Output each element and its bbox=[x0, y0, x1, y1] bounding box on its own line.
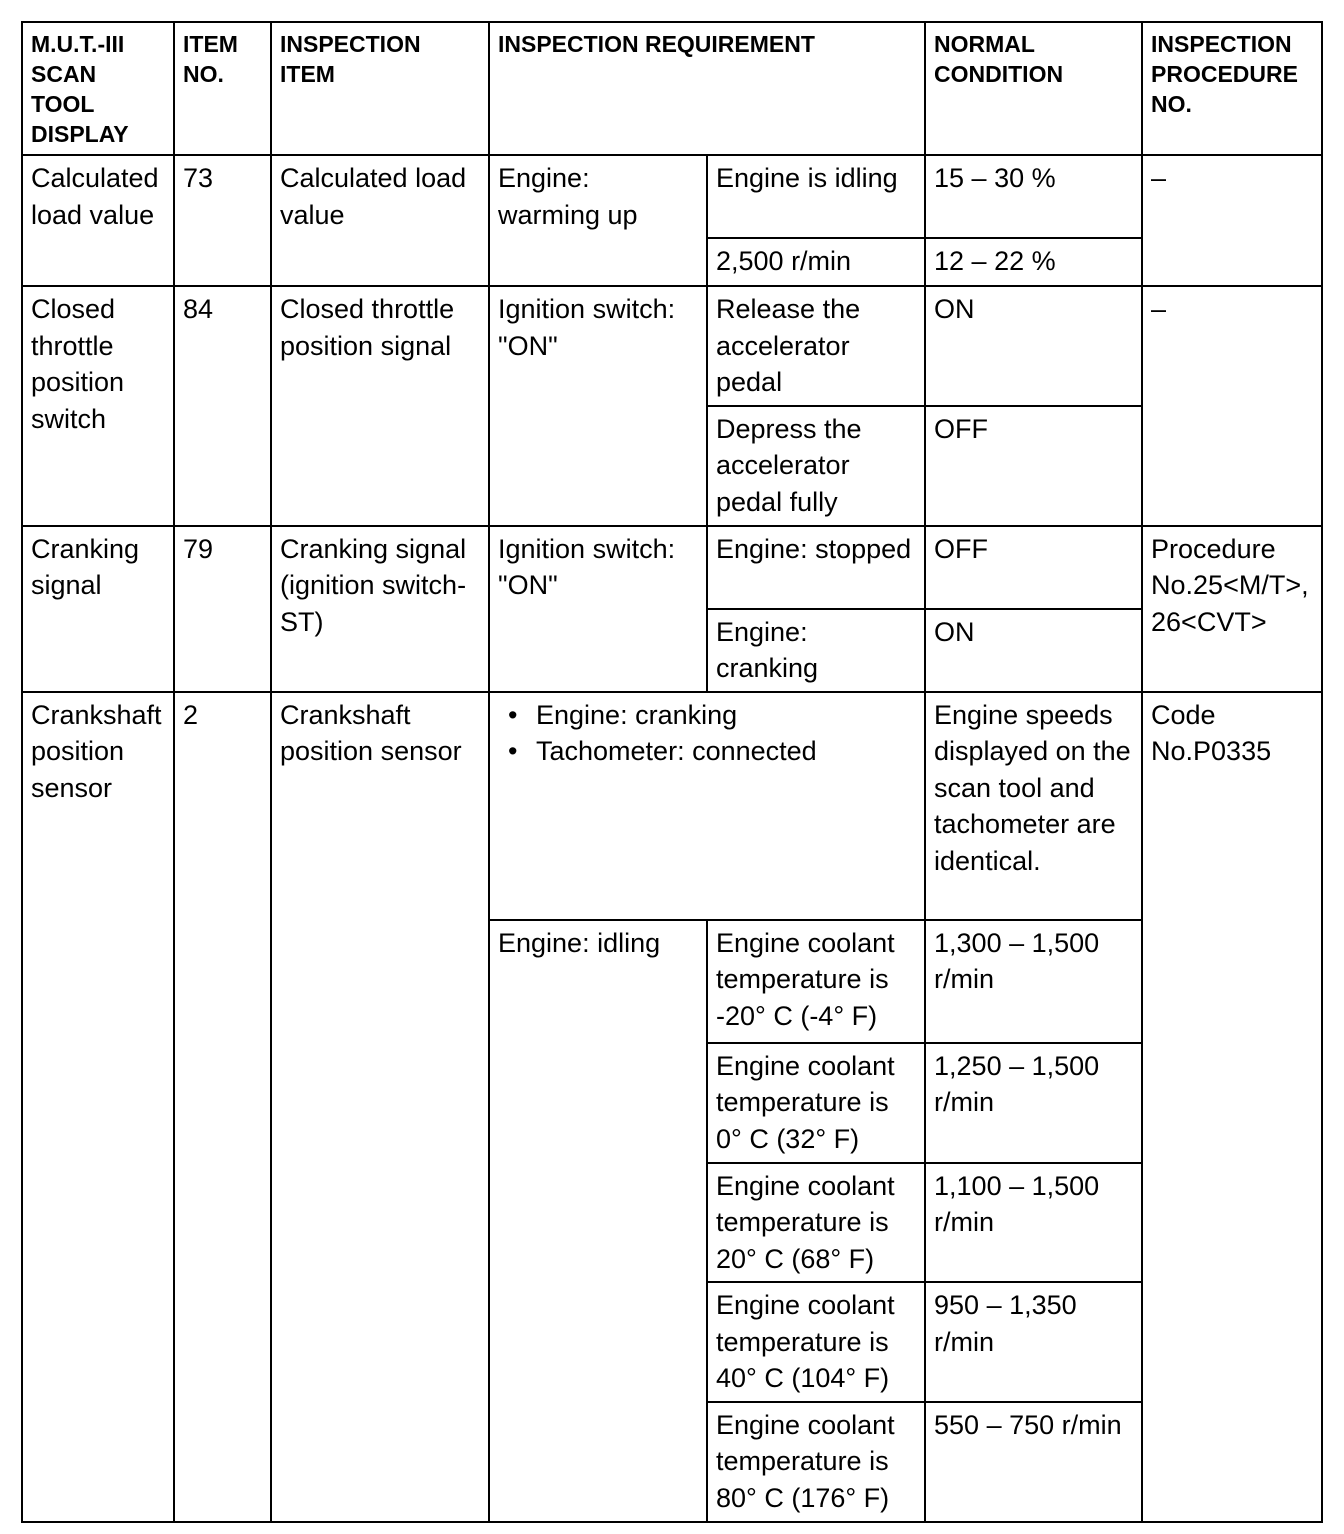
requirement-cell: Engine: warming up bbox=[489, 155, 707, 286]
header-row bbox=[22, 22, 1322, 155]
condition-cell: Engine coolant temperature is -20° C (-4° F) bbox=[707, 920, 925, 1043]
condition-cell: 2,500 r/min bbox=[707, 238, 925, 286]
list-item: • Engine: cranking bbox=[498, 697, 916, 734]
normal-condition-cell: ON bbox=[925, 609, 1142, 692]
normal-condition-cell: 12 – 22 % bbox=[925, 238, 1142, 286]
inspection-item-cell: Closed throttle position signal bbox=[271, 286, 489, 526]
condition-cell: Engine: stopped bbox=[707, 526, 925, 609]
requirement-cell: Ignition switch: "ON" bbox=[489, 526, 707, 692]
condition-cell: Engine coolant temperature is 0° C (32° F) bbox=[707, 1043, 925, 1163]
procedure-cell: Code No.P0335 bbox=[1142, 692, 1322, 1522]
header-inspection-procedure: INSPECTION PROCEDURE NO. bbox=[1142, 22, 1322, 155]
normal-condition-cell: 15 – 30 % bbox=[925, 155, 1142, 238]
normal-condition-cell: ON bbox=[925, 286, 1142, 406]
table-row bbox=[22, 286, 1322, 406]
normal-condition-cell: 950 – 1,350 r/min bbox=[925, 1282, 1142, 1402]
procedure-cell: Procedure No.25<M/T>, 26<CVT> bbox=[1142, 526, 1322, 692]
normal-condition-cell: OFF bbox=[925, 406, 1142, 526]
condition-cell: Engine coolant temperature is 80° C (176° F) bbox=[707, 1402, 925, 1522]
requirement-cell: Engine: idling bbox=[489, 920, 707, 1522]
normal-condition-cell: Engine speeds displayed on the scan tool and tachometer are identical. bbox=[925, 692, 1142, 920]
header-inspection-item: INSPECTION ITEM bbox=[271, 22, 489, 155]
item-no-cell: 2 bbox=[174, 692, 271, 1522]
list-item: • Tachometer: connected bbox=[498, 733, 916, 770]
table-row bbox=[22, 526, 1322, 609]
normal-condition-cell: 1,100 – 1,500 r/min bbox=[925, 1163, 1142, 1283]
item-no-cell: 79 bbox=[174, 526, 271, 692]
normal-condition-cell: 1,300 – 1,500 r/min bbox=[925, 920, 1142, 1043]
header-normal-condition: NORMAL CONDITION bbox=[925, 22, 1142, 155]
normal-condition-cell: 1,250 – 1,500 r/min bbox=[925, 1043, 1142, 1163]
inspection-item-cell: Calculated load value bbox=[271, 155, 489, 286]
normal-condition-cell: OFF bbox=[925, 526, 1142, 609]
condition-cell: Engine coolant temperature is 20° C (68° F) bbox=[707, 1163, 925, 1283]
requirement-bullet-list bbox=[498, 697, 916, 770]
condition-cell: Release the accelerator pedal bbox=[707, 286, 925, 406]
requirement-cell: Ignition switch: "ON" bbox=[489, 286, 707, 526]
item-no-cell: 73 bbox=[174, 155, 271, 286]
condition-cell: Engine coolant temperature is 40° C (104° F) bbox=[707, 1282, 925, 1402]
inspection-item-cell: Crankshaft position sensor bbox=[271, 692, 489, 1522]
procedure-cell: – bbox=[1142, 286, 1322, 526]
procedure-cell: – bbox=[1142, 155, 1322, 286]
scan-tool-display-cell: Closed throttle position switch bbox=[22, 286, 174, 526]
requirement-bullets-cell bbox=[489, 692, 925, 920]
inspection-item-cell: Cranking signal (ignition switch-ST) bbox=[271, 526, 489, 692]
item-no-cell: 84 bbox=[174, 286, 271, 526]
header-scan-tool-display: M.U.T.-III SCAN TOOL DISPLAY bbox=[22, 22, 174, 155]
condition-cell: Engine is idling bbox=[707, 155, 925, 238]
table-row bbox=[22, 692, 1322, 920]
scan-tool-display-cell: Crankshaft position sensor bbox=[22, 692, 174, 1522]
normal-condition-cell: 550 – 750 r/min bbox=[925, 1402, 1142, 1522]
scan-tool-display-cell: Cranking signal bbox=[22, 526, 174, 692]
condition-cell: Engine: cranking bbox=[707, 609, 925, 692]
header-inspection-requirement: INSPECTION REQUIREMENT bbox=[489, 22, 925, 155]
header-item-no: ITEM NO. bbox=[174, 22, 271, 155]
scan-tool-display-cell: Calculated load value bbox=[22, 155, 174, 286]
condition-cell: Depress the accelerator pedal fully bbox=[707, 406, 925, 526]
table-row bbox=[22, 155, 1322, 238]
inspection-table bbox=[21, 21, 1323, 1523]
